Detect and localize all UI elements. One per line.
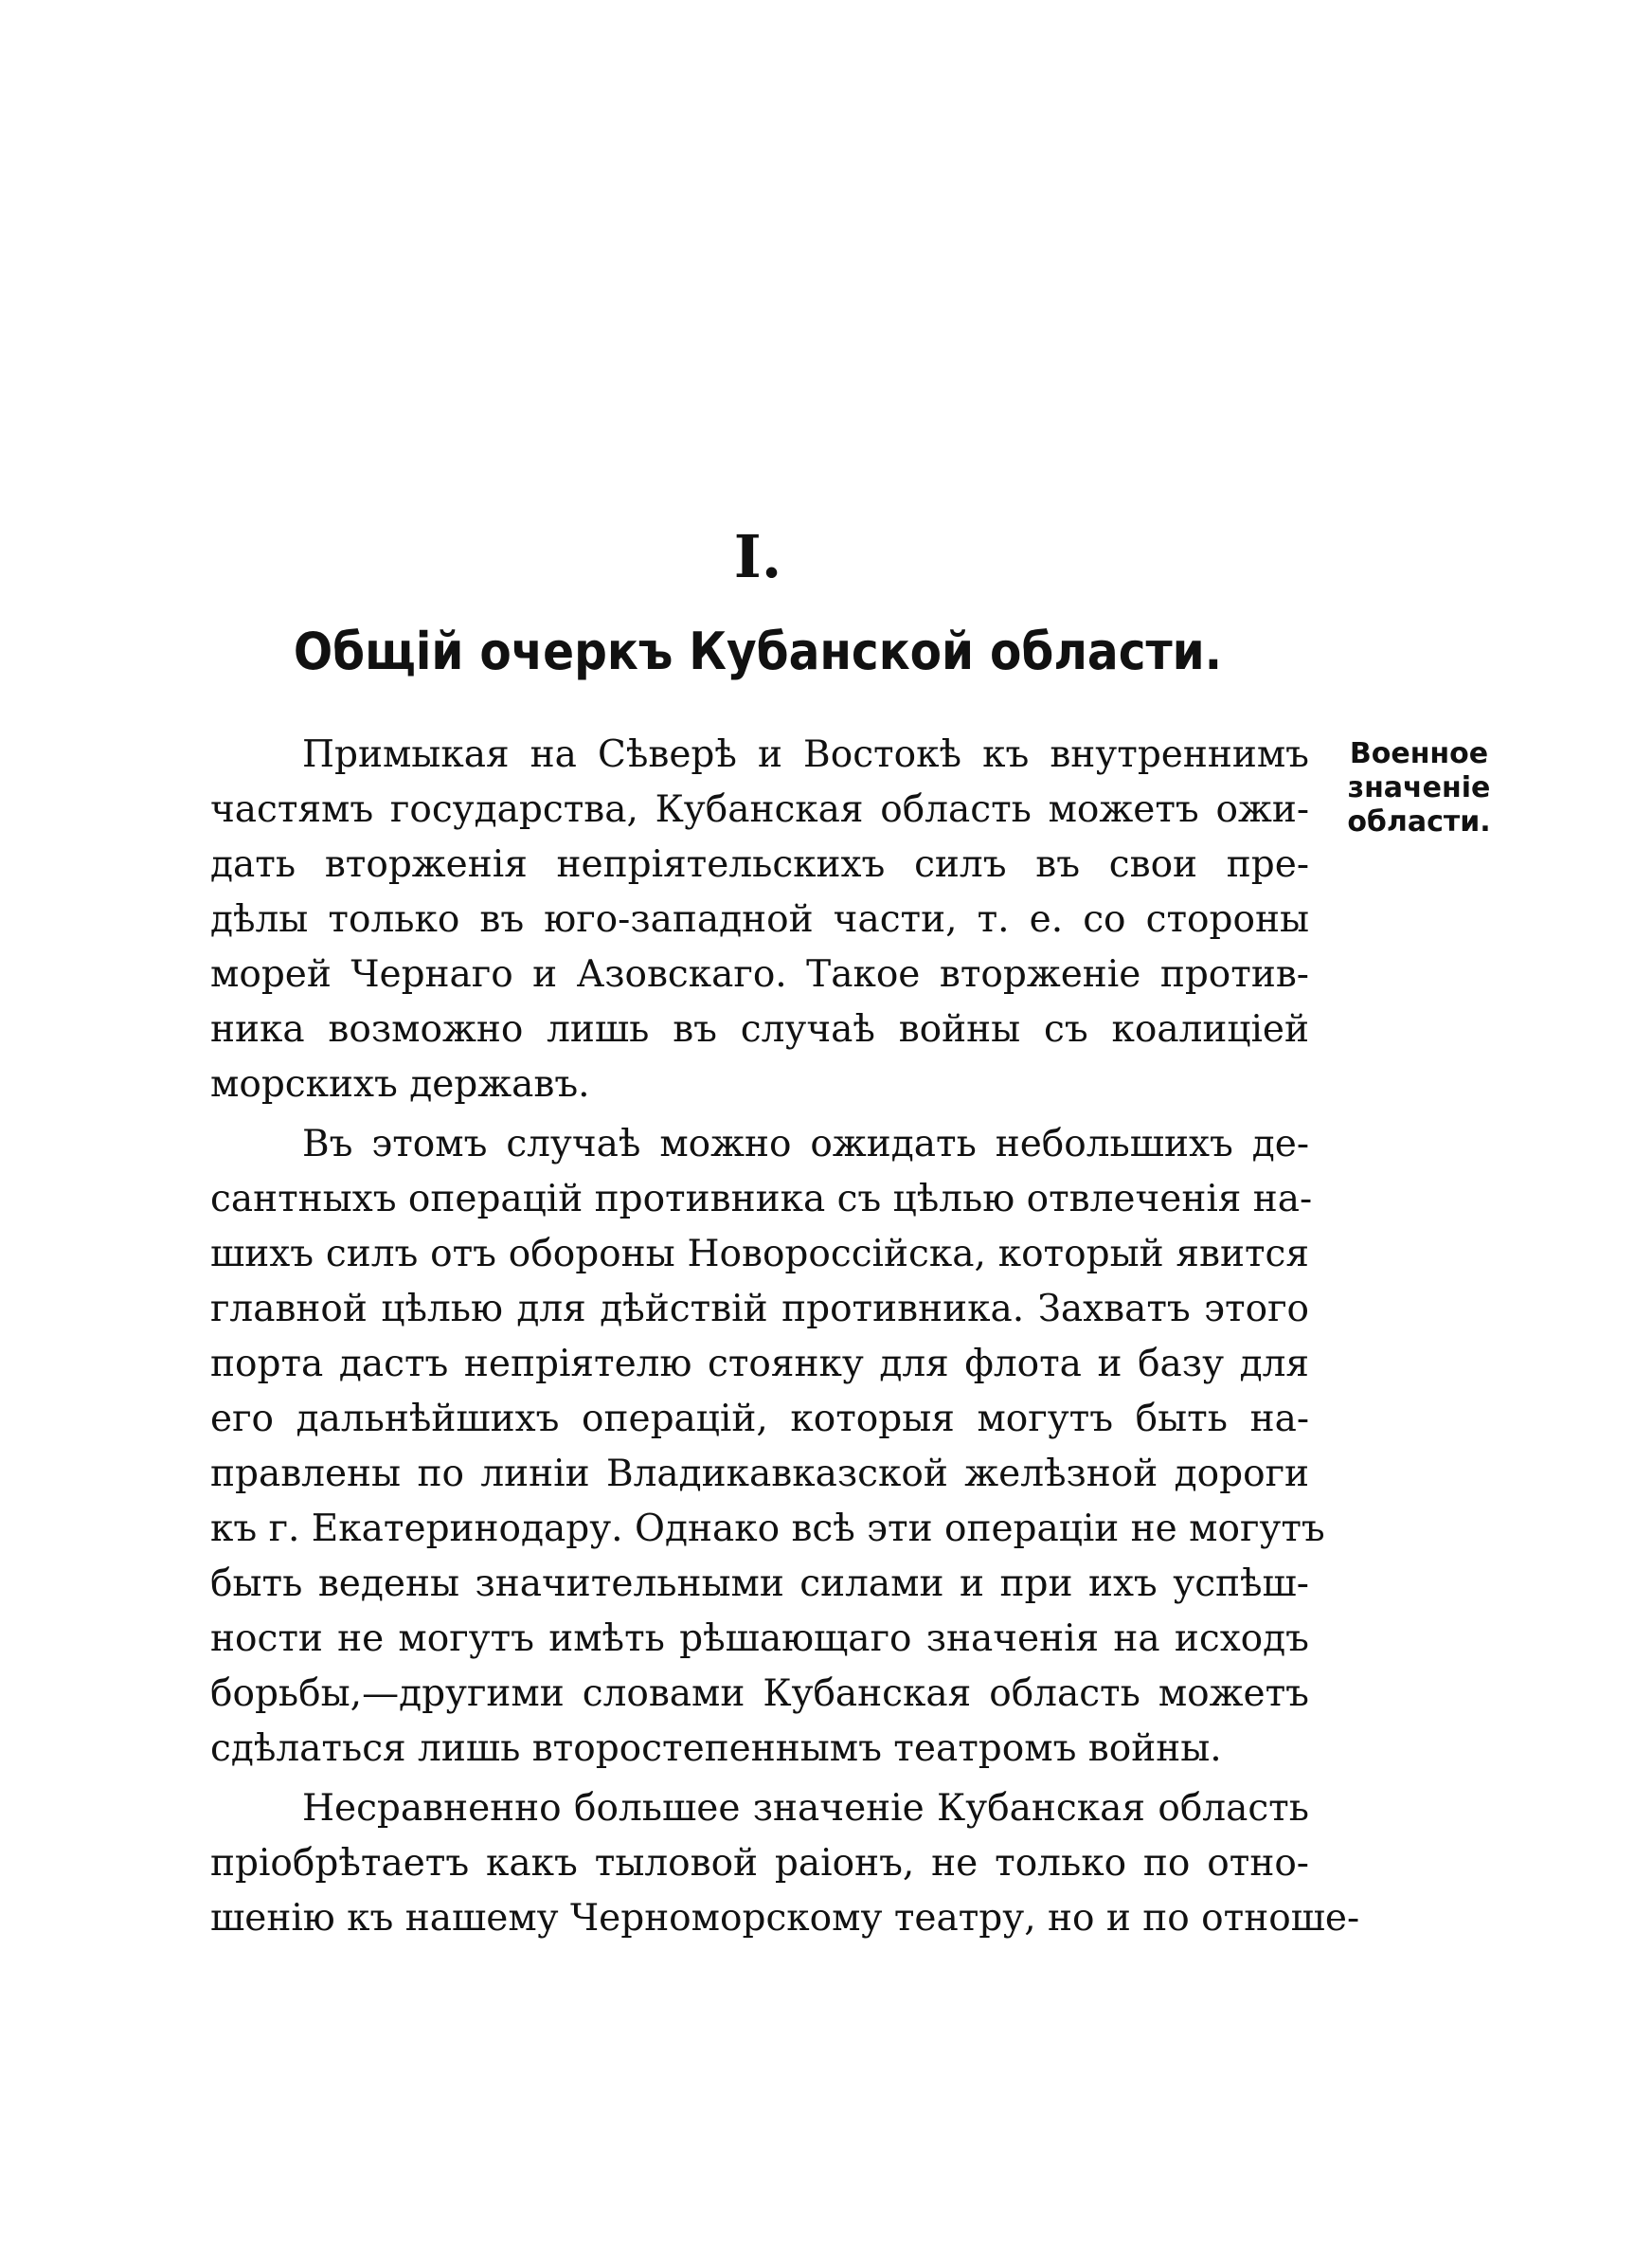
text-line: Въ этомъ случаѣ можно ожидать небольшихъ де-: [302, 1123, 1309, 1165]
text-line: ности не могутъ имѣть рѣшающаго значенія на исходъ: [210, 1617, 1309, 1660]
chapter-number: I.: [733, 522, 782, 591]
text-line: шенію къ нашему Черноморскому театру, но и по отноше-: [210, 1897, 1360, 1940]
chapter-title: Общій очеркъ Кубанской области.: [293, 622, 1223, 681]
text-line: дѣлы только въ юго-западной части, т. е. со стороны: [210, 898, 1309, 941]
paragraph-1: [210, 728, 1309, 1112]
text-line: сантныхъ операцій противника съ цѣлью отвлеченія на-: [210, 1178, 1313, 1220]
text-line: морей Чернаго и Азовскаго. Такое вторженіе против-: [210, 953, 1309, 996]
text-line: морскихъ державъ.: [210, 1063, 590, 1106]
text-line: порта дастъ непріятелю стоянку для флота и базу для: [210, 1343, 1309, 1385]
text-line: Примыкая на Сѣверѣ и Востокѣ къ внутреннимъ: [302, 733, 1309, 776]
text-line: дать вторженія непріятельскихъ силъ въ свои пре-: [210, 843, 1309, 886]
text-line: частямъ государства, Кубанская область можетъ ожи-: [210, 788, 1309, 831]
text-line: ника возможно лишь въ случаѣ войны съ коалиціей: [210, 1008, 1309, 1051]
text-line: главной цѣлью для дѣйствій противника. Захватъ этого: [210, 1288, 1309, 1330]
paragraph-3: [210, 1781, 1360, 1946]
margin-note: Военное значеніе области.: [1347, 737, 1491, 839]
text-line: правлены по линіи Владикавказской желѣзной дороги: [210, 1453, 1309, 1495]
text-line: сдѣлаться лишь второстепеннымъ театромъ войны.: [210, 1727, 1222, 1770]
paragraph-2: [210, 1117, 1325, 1777]
text-line: борьбы,—другими словами Кубанская область можетъ: [210, 1672, 1309, 1715]
text-line: къ г. Екатеринодару. Однако всѣ эти операціи не могутъ: [210, 1508, 1325, 1550]
text-line: Несравненно большее значеніе Кубанская область: [302, 1787, 1309, 1830]
text-line: шихъ силъ отъ обороны Новороссійска, который явится: [210, 1233, 1309, 1275]
text-line: быть ведены значительными силами и при ихъ успѣш-: [210, 1562, 1309, 1605]
body-text: [210, 728, 1360, 1951]
text-line: пріобрѣтаетъ какъ тыловой раіонъ, не только по отно-: [210, 1842, 1309, 1885]
text-line: его дальнѣйшихъ операцій, которыя могутъ быть на-: [210, 1398, 1309, 1440]
